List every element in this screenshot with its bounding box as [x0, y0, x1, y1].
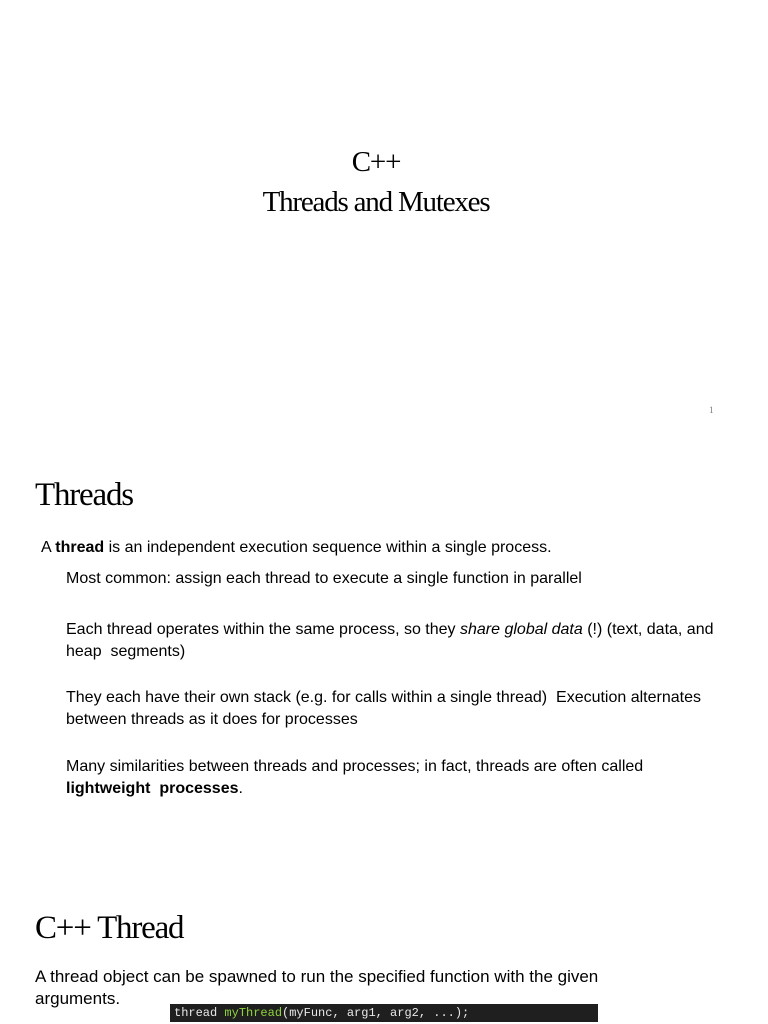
bullet-similarities	[66, 756, 736, 800]
thread-object-paragraph-line-1: A thread object can be spawned to run the specified function with the given	[35, 967, 599, 986]
code-arguments: (myFunc, arg1, arg2, ...);	[282, 1006, 470, 1020]
intro-pre: A	[41, 539, 56, 556]
page-number: 1	[709, 405, 714, 415]
cpp-thread-heading: C++ Thread	[35, 910, 184, 946]
bullet-shared-data-line-2: heap segments)	[66, 643, 186, 660]
code-variable-name: myThread	[224, 1006, 283, 1020]
bullet-own-stack	[66, 687, 736, 731]
intro-post: is an independent execution sequence within a single process.	[104, 539, 552, 556]
slide-title-line-2: Threads and Mutexes	[262, 186, 490, 218]
intro-bold-term: thread	[55, 539, 105, 556]
bullet-similarities-line-2	[66, 778, 736, 800]
bullet-similarities-post: .	[238, 780, 243, 797]
bullet-shared-data-line-1	[66, 619, 736, 641]
bullet-similarities-bold: lightweight processes	[66, 780, 239, 797]
thread-object-paragraph-line-2: arguments.	[35, 989, 121, 1008]
threads-heading: Threads	[35, 477, 133, 513]
slide-title-line-1: C++	[351, 146, 401, 178]
bullet-own-stack-line-1: They each have their own stack (e.g. for calls within a single thread) Execution alternates	[66, 689, 701, 706]
thread-definition	[41, 537, 741, 559]
bullet-own-stack-line-2: between threads as it does for processes	[66, 711, 358, 728]
bullet-similarities-line-1: Many similarities between threads and processes; in fact, threads are often called	[66, 758, 644, 775]
bullet-shared-data	[66, 619, 736, 663]
bullet-common-use: Most common: assign each thread to execute a single function in parallel	[66, 570, 582, 587]
code-keyword: thread	[174, 1006, 225, 1020]
bullet-shared-data-pre: Each thread operates within the same process, so they	[66, 621, 460, 638]
bullet-shared-data-post: (!) (text, data, and	[582, 621, 714, 638]
code-snippet	[170, 1004, 598, 1022]
bullet-shared-data-italic: share global data	[460, 621, 583, 638]
